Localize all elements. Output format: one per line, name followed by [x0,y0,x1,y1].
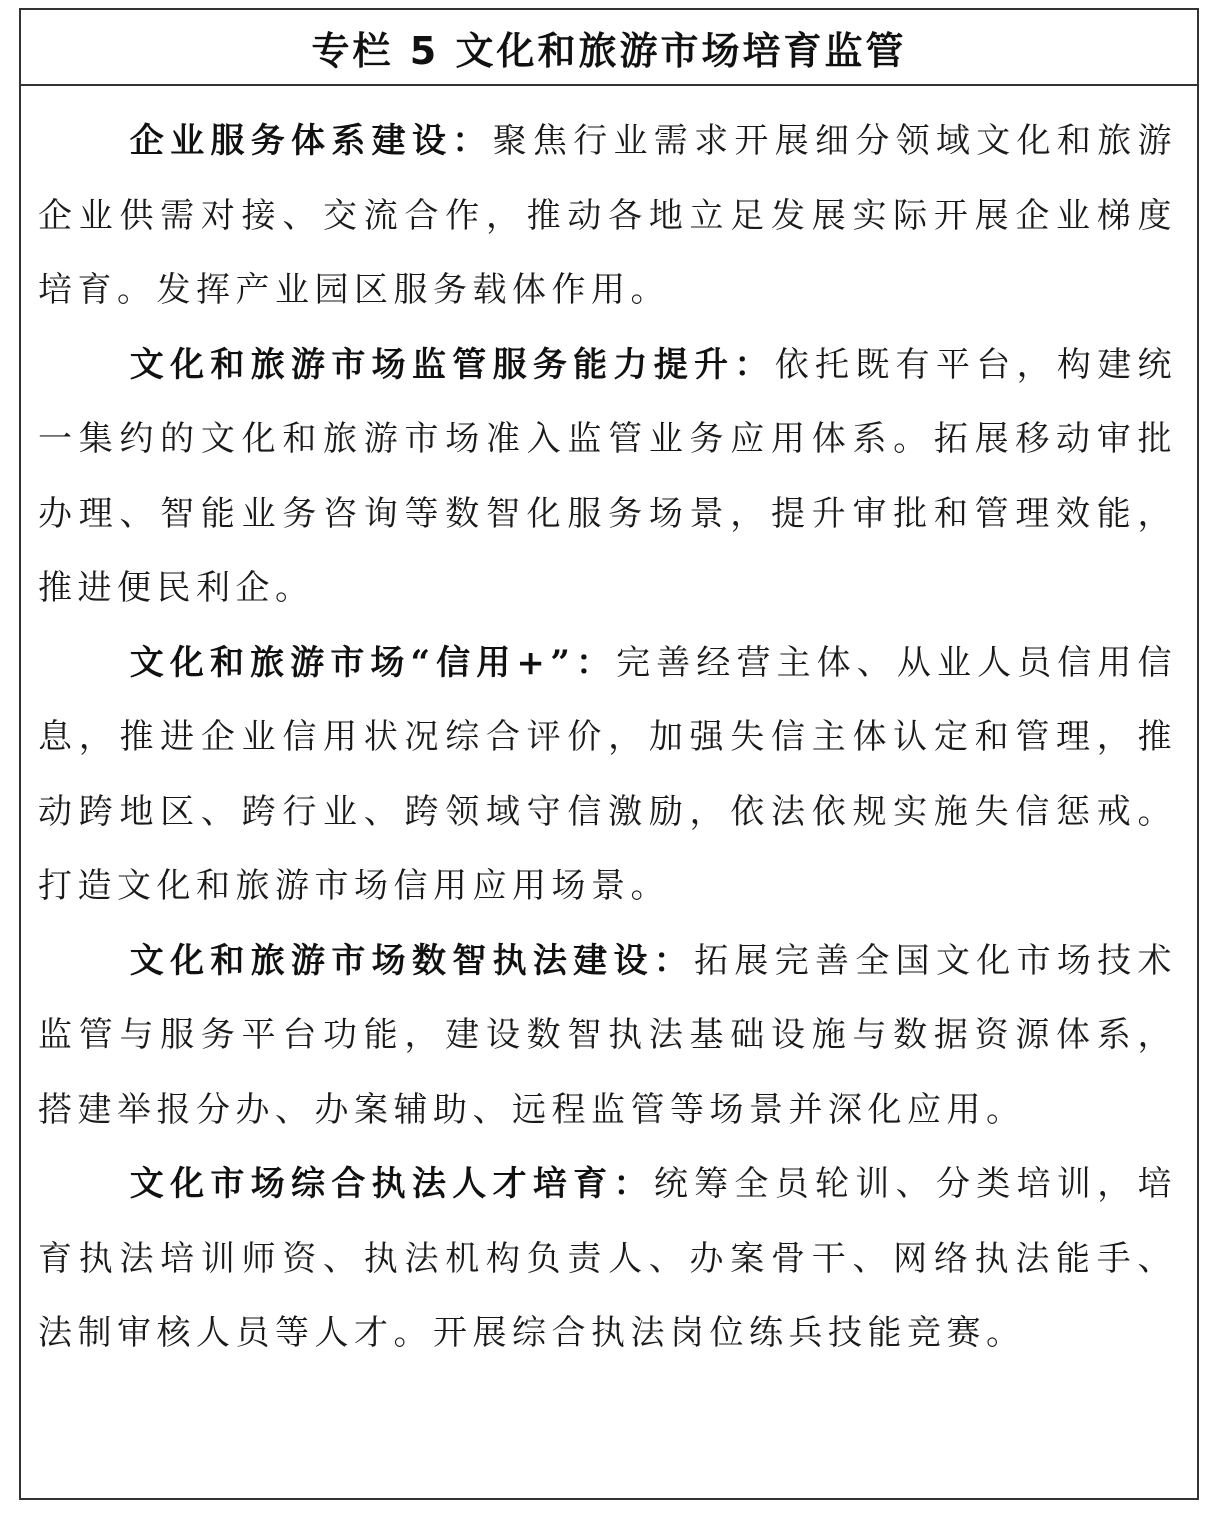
section-heading: 文化和旅游市场数智执法建设： [129,940,695,981]
section-heading: 文化和旅游市场“信用+”： [129,642,617,683]
section-body: 统筹全员轮训、分类培训，培育执法培训师资、执法机构负责人、办案骨干、网络执法能手、法制审核人员等人才。开展综合执法岗位练兵技能竞赛。 [38,1164,1178,1353]
column-content [21,86,1197,1371]
title-row [21,10,1197,86]
section-credit-plus [38,626,1177,924]
section-body: 拓展完善全国文化市场技术监管与服务平台功能，建设数智执法基础设施与数据资源体系，搭建举报分办、办案辅助、远程监管等场景并深化应用。 [38,940,1178,1130]
column-title: 专栏 5 文化和旅游市场培育监管 [311,28,907,73]
section-heading: 文化市场综合执法人才培育： [129,1164,654,1204]
section-body: 依托既有平台，构建统一集约的文化和旅游市场准入监管业务应用体系。拓展移动审批办理、智能业务咨询等数智化服务场景，提升审批和管理效能，推进便民利企。 [38,344,1178,608]
section-enterprise-service [38,104,1177,328]
section-body: 聚焦行业需求开展细分领域文化和旅游企业供需对接、交流合作，推动各地立足发展实际开展企业梯度培育。发挥产业园区服务载体作用。 [38,121,1178,310]
section-body: 完善经营主体、从业人员信用信息，推进企业信用状况综合评价，加强失信主体认定和管理，推动跨地区、跨行业、跨领域守信激励，依法依规实施失信惩戒。打造文化和旅游市场信用应用场景。 [38,642,1178,906]
section-heading: 文化和旅游市场监管服务能力提升： [129,344,775,385]
column-box [19,8,1199,1500]
section-talent-cultivation [38,1147,1177,1371]
section-heading: 企业服务体系建设： [129,121,493,161]
section-digital-enforcement [38,924,1177,1148]
section-market-supervision [38,328,1177,626]
